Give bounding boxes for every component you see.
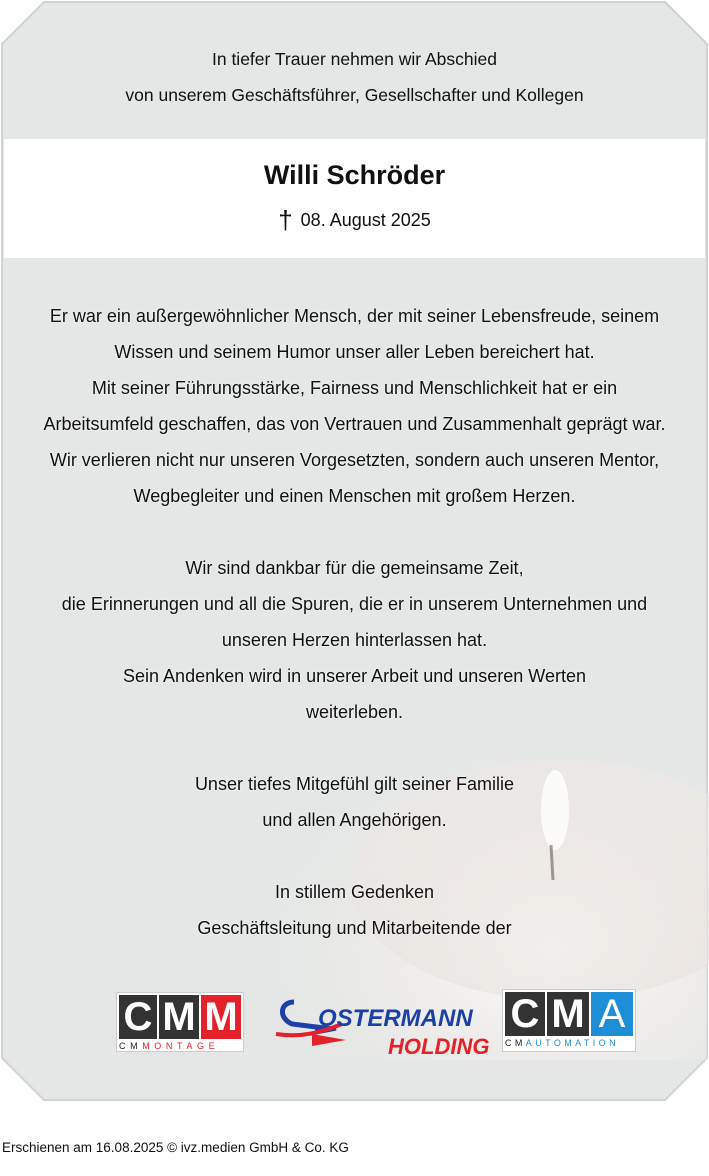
text-line: Wir sind dankbar für die gemeinsame Zeit,	[185, 558, 524, 578]
paragraph-3	[0, 766, 709, 838]
cmm-subtitle: CMMONTAGE	[119, 1041, 220, 1051]
ostermann-arrow-icon	[312, 1034, 346, 1046]
text-line: unseren Herzen hinterlassen hat.	[221, 630, 488, 650]
cma-logo	[502, 989, 636, 1052]
company-logos	[0, 988, 709, 1068]
ostermann-holding-logo	[272, 988, 490, 1064]
death-date-row	[0, 205, 709, 235]
paragraph-2	[0, 550, 709, 730]
ostermann-name: OSTERMANN	[318, 1005, 473, 1032]
text-line: Er war ein außergewöhnlicher Mensch, der mit seiner Lebensfreude, seinem	[49, 306, 660, 326]
paragraph-1	[0, 298, 709, 514]
text-line: Wir verlieren nicht nur unseren Vorgesetzten, sondern auch unseren Mentor,	[49, 450, 660, 470]
publication-footer: Erschienen am 16.08.2025 © ivz.medien GmbH & Co. KG	[2, 1140, 349, 1155]
deceased-name: Willi Schröder	[263, 160, 446, 190]
paragraph-gap	[0, 514, 709, 550]
obituary-body	[0, 298, 709, 946]
header-line-2: von unserem Geschäftsführer, Gesellschafter und Kollegen	[125, 85, 584, 105]
cross-icon: †	[278, 205, 293, 235]
paragraph-gap	[0, 838, 709, 874]
text-line: und allen Angehörigen.	[262, 810, 447, 830]
text-line: weiterleben.	[305, 702, 404, 722]
text-line: In stillem Gedenken	[274, 882, 435, 902]
text-line: Sein Andenken wird in unserer Arbeit und unseren Werten	[123, 666, 586, 686]
text-line: Unser tiefes Mitgefühl gilt seiner Familie	[194, 774, 515, 794]
cma-letter-m: M	[547, 992, 589, 1036]
cmm-letter-m: M	[159, 995, 199, 1039]
cmm-letter-m-red: M	[201, 995, 241, 1039]
paragraph-gap	[0, 730, 709, 766]
cma-subtitle: CMAUTOMATION	[505, 1038, 619, 1048]
cmm-logo	[116, 992, 244, 1052]
text-line: Arbeitsumfeld geschaffen, das von Vertrauen und Zusammenhalt geprägt war.	[43, 414, 666, 434]
cmm-letter-c: C	[119, 995, 157, 1039]
text-line: Wegbegleiter und einen Menschen mit großem Herzen.	[133, 486, 576, 506]
ostermann-holding-text: HOLDING	[388, 1034, 490, 1059]
header-text	[0, 41, 709, 113]
death-date: 08. August 2025	[300, 210, 431, 230]
text-line: Wissen und seinem Humor unser aller Leben bereichert hat.	[114, 342, 595, 362]
paragraph-4	[0, 874, 709, 946]
text-line: Geschäftsleitung und Mitarbeitende der	[197, 918, 512, 938]
text-line: die Erinnerungen und all die Spuren, die er in unserem Unternehmen und	[61, 594, 648, 614]
cma-letter-c: C	[505, 992, 545, 1036]
header-line-1: In tiefer Trauer nehmen wir Abschied	[211, 49, 497, 69]
cma-letter-a: A	[591, 992, 633, 1036]
text-line: Mit seiner Führungsstärke, Fairness und Menschlichkeit hat er ein	[91, 378, 618, 398]
